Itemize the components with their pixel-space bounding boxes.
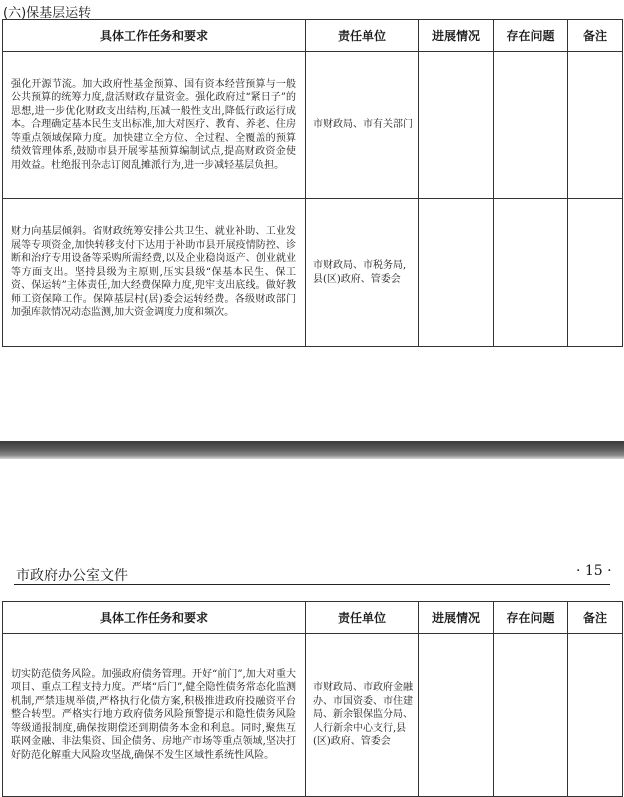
issues-cell [494, 634, 568, 797]
header-issues: 存在问题 [494, 20, 568, 52]
header-progress: 进展情况 [419, 20, 494, 52]
progress-cell [419, 52, 494, 199]
header-issues: 存在问题 [494, 602, 568, 634]
issues-cell [494, 52, 568, 199]
header-rule [14, 584, 610, 585]
table-row [3, 52, 623, 199]
table-header-row [3, 20, 623, 52]
table-row [3, 199, 623, 347]
task-cell: 强化开源节流。加大政府性基金预算、国有资本经营预算与一般公共预算的统筹力度,盘活财政存量资金。强化政府过“紧日子”的思想,进一步优化财政支出结构,压减一般性支出,降低行政运行成本。合理确定基本民生支出标准,加大对医疗、教育、养老、住房等重点领域保障力度。加快建立全方位、全过程、全覆盖的预算绩效管理体系,鼓励市县开展零基预算编制试点,提高财政资金使用效益。杜绝报刊杂志订阅乱摊派行为,进一步减轻基层负担。 [3, 52, 306, 199]
header-task: 具体工作任务和要求 [3, 602, 306, 634]
task-table-bottom [2, 601, 623, 797]
remarks-cell [568, 634, 623, 797]
header-task: 具体工作任务和要求 [3, 20, 306, 52]
remarks-cell [568, 199, 623, 347]
header-remarks: 备注 [568, 602, 623, 634]
header-unit: 责任单位 [306, 602, 419, 634]
task-cell: 财力向基层倾斜。省财政统筹安排公共卫生、就业补助、工业发展等专项资金,加快转移支付下达用于补助市县开展疫情防控、诊断和治疗专用设备等采购所需经费,以及企业稳岗返产、创业就业等方面支出。坚持县级为主原则,压实县级“保基本民生、保工资、保运转”主体责任,加大经费保障力度,兜牢支出底线。做好教师工资保障工作。保障基层村(居)委会运转经费。各级财政部门加强库款情况动态监测,加大资金调度力度和频次。 [3, 199, 306, 347]
page-break-band [0, 441, 624, 459]
issues-cell [494, 199, 568, 347]
running-title: 市政府办公室文件 [16, 568, 128, 584]
table-row [3, 634, 623, 797]
table-header-row [3, 602, 623, 634]
header-progress: 进展情况 [419, 602, 494, 634]
unit-cell: 市财政局、市有关部门 [306, 52, 419, 199]
task-table-top [2, 19, 623, 347]
unit-cell: 市财政局、市政府金融办、市国资委、市住建局、新余银保监分局、人行新余中心支行,县(区)政府、管委会 [306, 634, 419, 797]
remarks-cell [568, 52, 623, 199]
progress-cell [419, 199, 494, 347]
section-title: (六)保基层运转 [3, 6, 92, 21]
unit-cell: 市财政局、市税务局,县(区)政府、管委会 [306, 199, 419, 347]
header-remarks: 备注 [568, 20, 623, 52]
page-number: · 15 · [576, 563, 612, 579]
progress-cell [419, 634, 494, 797]
header-unit: 责任单位 [306, 20, 419, 52]
task-cell: 切实防范债务风险。加强政府债务管理。开好“前门”,加大对重大项目、重点工程支持力度。严堵“后门”,健全隐性债务常态化监测机制,严禁违规举债,严格执行化债方案,积极推进政府投融资平台整合转型。严格实行地方政府债务风险预警提示和隐性债务风险等级通报制度,确保按期偿还到期债务本金和利息。同时,聚焦互联网金融、非法集资、国企债务、房地产市场等重点领域,坚决打好防范化解重大风险攻坚战,确保不发生区域性系统性风险。 [3, 634, 306, 797]
